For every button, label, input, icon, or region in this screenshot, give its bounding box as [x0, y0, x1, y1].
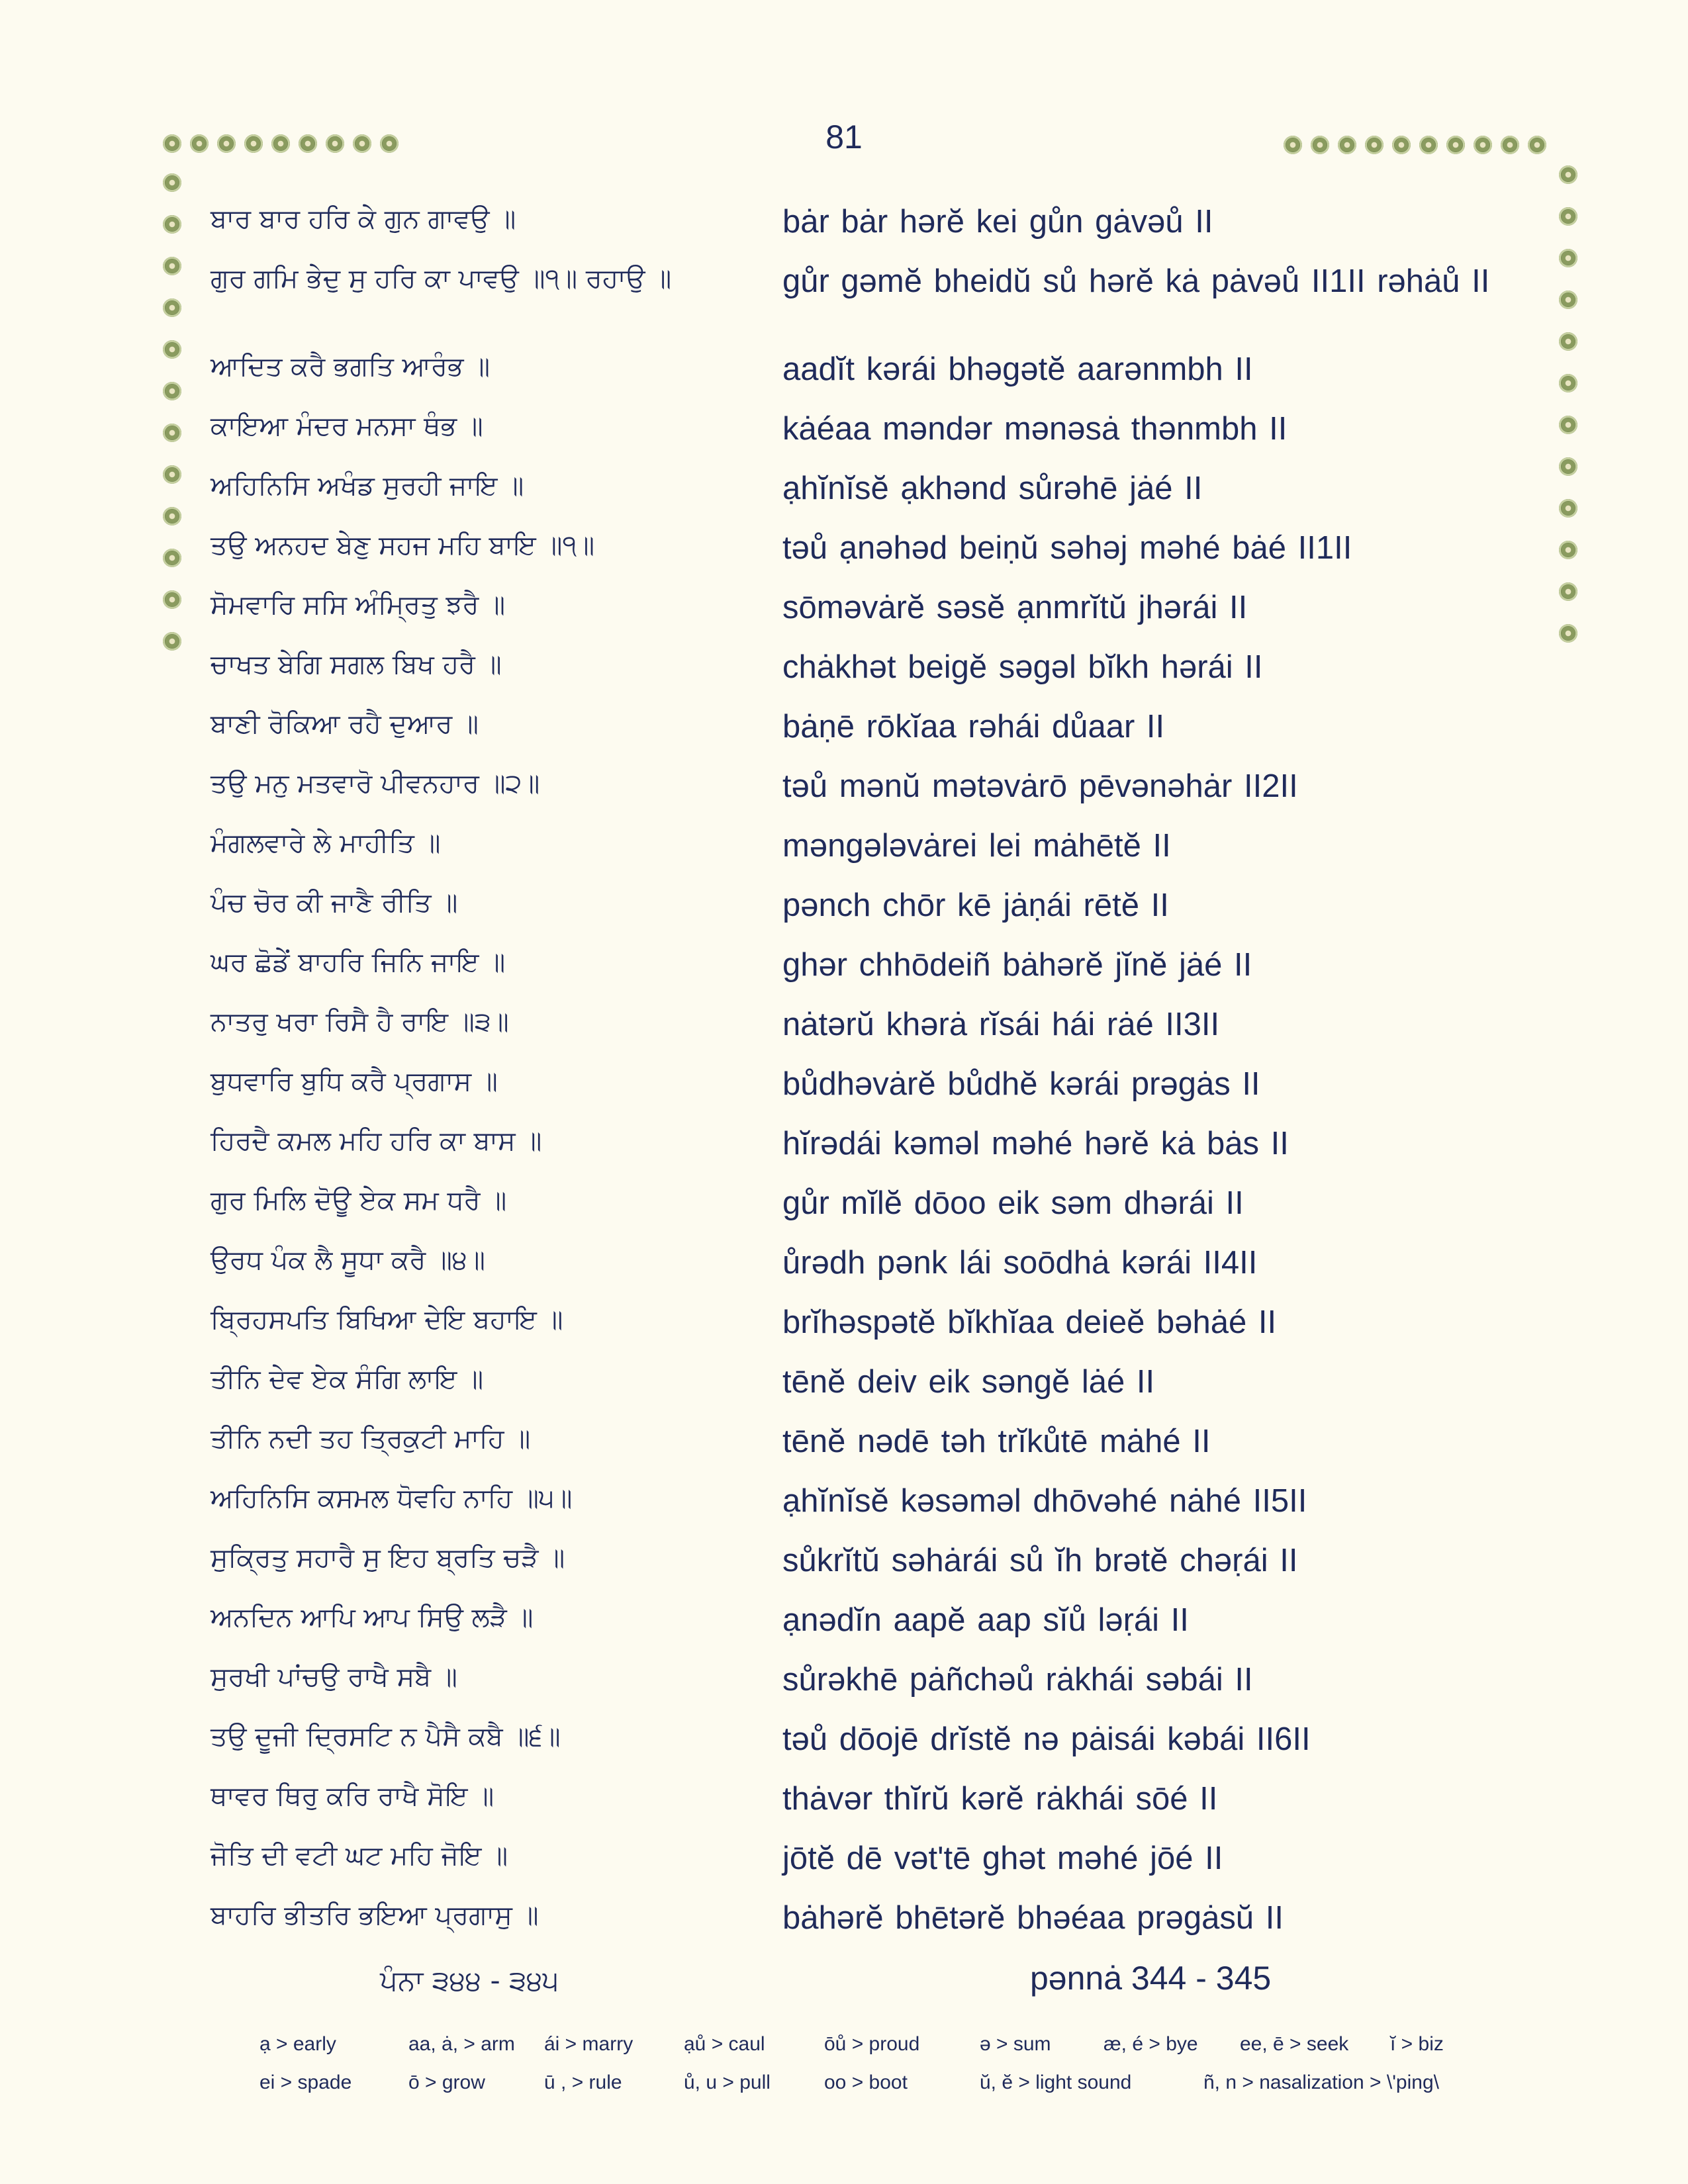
flower-icon	[1501, 136, 1519, 154]
verse-line	[0, 1537, 1688, 1597]
transliteration-text: gůr gəmĕ bheidŭ sů hərĕ kȧ pȧvəů II1II rəhȧů II	[782, 263, 1490, 299]
gurmukhi-text: ਜੋਤਿ ਦੀ ਵਟੀ ਘਟ ਮਹਿ ਜੋਇ ॥	[211, 1841, 508, 1871]
flower-icon	[163, 173, 181, 192]
flower-icon	[1311, 136, 1329, 154]
gurmukhi-text: ਉਰਧ ਪੰਕ ਲੈ ਸੂਧਾ ਕਰੈ ॥੪॥	[211, 1245, 485, 1275]
legend-item: ñ, n > nasalization > \'ping\	[1203, 2071, 1439, 2093]
gurmukhi-text: ਅਨਦਿਨ ਆਪਿ ਆਪ ਸਿਉ ਲੜੈ ॥	[211, 1602, 534, 1633]
gurmukhi-text: ਤੀਨਿ ਨਦੀ ਤਹ ਤ੍ਰਿਕੁਟੀ ਮਾਹਿ ॥	[211, 1424, 531, 1454]
verse-line	[0, 1299, 1688, 1359]
gurmukhi-text: ਪੰਚ ਚੋਰ ਕੀ ਜਾਣੈ ਰੀਤਿ ॥	[211, 887, 458, 918]
verse-line	[0, 1001, 1688, 1061]
gurmukhi-text: ਗੁਰ ਮਿਲਿ ਦੋਊ ਏਕ ਸਮ ਧਰੈ ॥	[211, 1185, 507, 1216]
verse-line	[0, 942, 1688, 1001]
page-reference-gurmukhi: ਪੰਨਾ ੩੪੪ - ੩੪੫	[380, 1964, 559, 1997]
flower-icon	[1419, 136, 1438, 154]
flower-border-top-right	[1284, 136, 1546, 154]
gurmukhi-text: ਤਉ ਅਨਹਦ ਬੇਣੁ ਸਹਜ ਮਹਿ ਬਾਇ ॥੧॥	[211, 530, 595, 561]
gurmukhi-text: ਸੁਰਖੀ ਪਾਂਚਉ ਰਾਖੈ ਸਬੈ ॥	[211, 1662, 457, 1692]
verse-line	[0, 525, 1688, 584]
gurmukhi-text: ਬਾਣੀ ਰੋਕਿਆ ਰਹੈ ਦੁਆਰ ॥	[211, 709, 479, 739]
flower-icon	[1559, 165, 1577, 184]
transliteration-text: sůkrĭtŭ səhȧrái sů ĭh brətĕ chəṛái II	[782, 1543, 1298, 1578]
flower-icon	[299, 134, 317, 153]
gurmukhi-text: ਚਾਖਤ ਬੇਗਿ ਸਗਲ ਬਿਖ ਹਰੈ ॥	[211, 649, 502, 680]
transliteration-text: ạhĭnĭsĕ ạkhənd sůrəhē jȧé II	[782, 471, 1203, 506]
transliteration-text: bůdhəvȧrĕ bůdhĕ kərái prəgȧs II	[782, 1066, 1260, 1102]
legend-item: ū , > rule	[544, 2071, 622, 2093]
verse-line	[0, 1240, 1688, 1299]
verse-line	[0, 465, 1688, 525]
flower-icon	[353, 134, 371, 153]
gurmukhi-text: ਤੀਨਿ ਦੇਵ ਏਕ ਸੰਗਿ ਲਾਇ ॥	[211, 1364, 484, 1394]
verse-line	[0, 1061, 1688, 1120]
transliteration-text: ůrədh pənk lái soōdhȧ kərái II4II	[782, 1245, 1258, 1281]
legend-item: ee, ē > seek	[1240, 2033, 1349, 2055]
verse-line	[0, 1478, 1688, 1537]
verse-line	[0, 1716, 1688, 1776]
flower-icon	[163, 134, 181, 153]
legend-item: ŭ, ĕ > light sound	[980, 2071, 1132, 2093]
legend-item: ō > grow	[408, 2071, 485, 2093]
gurmukhi-text: ਆਦਿਤ ਕਰੈ ਭਗਤਿ ਆਰੰਭ ॥	[211, 351, 491, 382]
transliteration-text: bȧṇē rōkĭaa rəhái důaar II	[782, 709, 1165, 745]
gurmukhi-text: ਸੋਮਵਾਰਿ ਸਸਿ ਅੰਮ੍ਰਿਤੁ ਝਰੈ ॥	[211, 590, 506, 620]
legend-item: ei > spade	[259, 2071, 352, 2093]
verse-line	[0, 406, 1688, 465]
legend-item: ōů > proud	[824, 2033, 920, 2055]
transliteration-text: ghər chhōdeiñ bȧhərĕ jĭnĕ jȧé II	[782, 947, 1252, 983]
gurmukhi-text: ਘਰ ਛੋਡੇਂ ਬਾਹਰਿ ਜਿਨਿ ਜਾਇ ॥	[211, 947, 506, 978]
verse-line	[0, 584, 1688, 644]
verse-line	[0, 763, 1688, 823]
transliteration-text: brĭhəspətĕ bĭkhĭaa deieĕ bəhȧé II	[782, 1304, 1277, 1340]
flower-icon	[271, 134, 290, 153]
verse-line	[0, 1120, 1688, 1180]
transliteration-text: aadĭt kərái bhəgətĕ aarənmbh II	[782, 351, 1253, 387]
page-reference-roman: pənnȧ 344 - 345	[1030, 1960, 1272, 1997]
transliteration-text: sōməvȧrĕ səsĕ ạnmrĭtŭ jhərái II	[782, 590, 1248, 625]
transliteration-text: təů ạnəhəd beiṇŭ səhəj məhé bȧé II1II	[782, 530, 1352, 566]
transliteration-text: gůr mĭlĕ dōoo eik səm dhərái II	[782, 1185, 1244, 1221]
legend-item: ĭ > biz	[1390, 2033, 1444, 2055]
legend-item: ə > sum	[980, 2033, 1051, 2055]
flower-icon	[380, 134, 399, 153]
transliteration-text: ạnədĭn aapĕ aap sĭů ləṛái II	[782, 1602, 1189, 1638]
verse-line	[0, 1776, 1688, 1835]
verse-line	[0, 1657, 1688, 1716]
gurmukhi-text: ਬ੍ਰਿਹਸਪਤਿ ਬਿਖਿਆ ਦੇਇ ਬਹਾਇ ॥	[211, 1304, 563, 1335]
flower-icon	[190, 134, 209, 153]
verse-line	[0, 882, 1688, 942]
flower-icon	[1392, 136, 1411, 154]
flower-icon	[1284, 136, 1302, 154]
gurmukhi-text: ਬੁਧਵਾਰਿ ਬੁਧਿ ਕਰੈ ਪ੍ਰਗਾਸ ॥	[211, 1066, 498, 1097]
verse-line	[0, 1895, 1688, 1954]
transliteration-text: təů dōojē drĭstĕ nə pȧisái kəbái II6II	[782, 1721, 1311, 1757]
transliteration-text: kȧéaa məndər mənəsȧ thənmbh II	[782, 411, 1288, 447]
legend-item: oo > boot	[824, 2071, 908, 2093]
transliteration-text: məngələvȧrei lei mȧhētĕ II	[782, 828, 1171, 864]
transliteration-text: tēnĕ nədē təh trĭkůtē mȧhé II	[782, 1424, 1211, 1459]
gurmukhi-text: ਤਉ ਦੂਜੀ ਦ੍ਰਿਸਟਿ ਨ ਪੈਸੈ ਕਬੈ ॥੬॥	[211, 1721, 561, 1752]
verse-line	[0, 1597, 1688, 1657]
transliteration-text: thȧvər thĭrŭ kərĕ rȧkhái sōé II	[782, 1781, 1218, 1817]
verse-line	[0, 644, 1688, 704]
flower-icon	[1338, 136, 1356, 154]
transliteration-text: pənch chōr kē jȧṇái rētĕ II	[782, 887, 1169, 923]
gurmukhi-text: ਬਾਰ ਬਾਰ ਹਰਿ ਕੇ ਗੁਨ ਗਾਵਉ ॥	[211, 204, 516, 234]
legend-item: ů, u > pull	[684, 2071, 771, 2093]
verse-line	[0, 346, 1688, 406]
gurmukhi-text: ਸੁਕ੍ਰਿਤੁ ਸਹਾਰੈ ਸੁ ਇਹ ਬ੍ਰਤਿ ਚੜੈ ॥	[211, 1543, 565, 1573]
transliteration-text: hĭrədái kəməl məhé hərĕ kȧ bȧs II	[782, 1126, 1289, 1161]
gurmukhi-text: ਨਾਤਰੁ ਖਰਾ ਰਿਸੈ ਹੈ ਰਾਇ ॥੩॥	[211, 1007, 509, 1037]
gurmukhi-text: ਅਹਿਨਿਸਿ ਅਖੰਡ ਸੁਰਹੀ ਜਾਇ ॥	[211, 471, 524, 501]
flower-border-top-left	[163, 134, 399, 153]
gurmukhi-text: ਥਾਵਰ ਥਿਰੁ ਕਰਿ ਰਾਖੈ ਸੋਇ ॥	[211, 1781, 494, 1811]
verse-line	[0, 199, 1688, 258]
gurmukhi-text: ਅਹਿਨਿਸਿ ਕਸਮਲ ਧੋਵਹਿ ਨਾਹਿ ॥੫॥	[211, 1483, 573, 1514]
legend-item: ạů > caul	[684, 2033, 765, 2055]
page-number: 81	[825, 118, 863, 156]
legend-item: æ, é > bye	[1103, 2033, 1198, 2055]
transliteration-text: təů mənŭ mətəvȧrō pēvənəhȧr II2II	[782, 768, 1298, 804]
legend-item: ạ > early	[259, 2033, 336, 2055]
gurmukhi-text: ਕਾਇਆ ਮੰਦਰ ਮਨਸਾ ਥੰਭ ॥	[211, 411, 483, 441]
transliteration-text: bȧr bȧr hərĕ kei gůn gȧvəů II	[782, 204, 1213, 240]
legend-item: ái > marry	[544, 2033, 633, 2055]
gurmukhi-text: ਤਉ ਮਨੁ ਮਤਵਾਰੋ ਪੀਵਨਹਾਰ ॥੨॥	[211, 768, 540, 799]
flower-icon	[217, 134, 236, 153]
transliteration-text: sůrəkhē pȧñchəů rȧkhái səbái II	[782, 1662, 1253, 1698]
verse-line	[0, 1359, 1688, 1418]
verse-line	[0, 1180, 1688, 1240]
flower-icon	[1528, 136, 1546, 154]
flower-icon	[1365, 136, 1383, 154]
flower-icon	[326, 134, 344, 153]
verse-line	[0, 1418, 1688, 1478]
transliteration-text: nȧtərŭ khərȧ rĭsái hái rȧé II3II	[782, 1007, 1220, 1042]
transliteration-text: bȧhərĕ bhētərĕ bhəéaa prəgȧsŭ II	[782, 1900, 1284, 1936]
legend-item: aa, ȧ, > arm	[408, 2033, 515, 2055]
transliteration-text: jōtĕ dē vət'tē ghət məhé jōé II	[782, 1841, 1223, 1876]
verse-lines	[0, 199, 1688, 1954]
verse-line	[0, 704, 1688, 763]
transliteration-text: chȧkhət beigĕ səgəl bĭkh hərái II	[782, 649, 1263, 685]
gurmukhi-text: ਹਿਰਦੈ ਕਮਲ ਮਹਿ ਹਰਿ ਕਾ ਬਾਸ ॥	[211, 1126, 542, 1156]
transliteration-text: ạhĭnĭsĕ kəsəməl dhōvəhé nȧhé II5II	[782, 1483, 1307, 1519]
gurmukhi-text: ਬਾਹਰਿ ਭੀਤਰਿ ਭਇਆ ਪ੍ਰਗਾਸੁ ॥	[211, 1900, 539, 1931]
flower-icon	[244, 134, 263, 153]
gurmukhi-text: ਗੁਰ ਗਮਿ ਭੇਦੁ ਸੁ ਹਰਿ ਕਾ ਪਾਵਉ ॥੧॥ ਰਹਾਉ ॥	[211, 263, 672, 294]
transliteration-text: tēnĕ deiv eik səngĕ lȧé II	[782, 1364, 1155, 1400]
flower-icon	[1474, 136, 1492, 154]
gurmukhi-text: ਮੰਗਲਵਾਰੇ ਲੇ ਮਾਹੀਤਿ ॥	[211, 828, 441, 858]
verse-line	[0, 1835, 1688, 1895]
verse-line	[0, 823, 1688, 882]
flower-icon	[1446, 136, 1465, 154]
verse-line	[0, 258, 1688, 346]
